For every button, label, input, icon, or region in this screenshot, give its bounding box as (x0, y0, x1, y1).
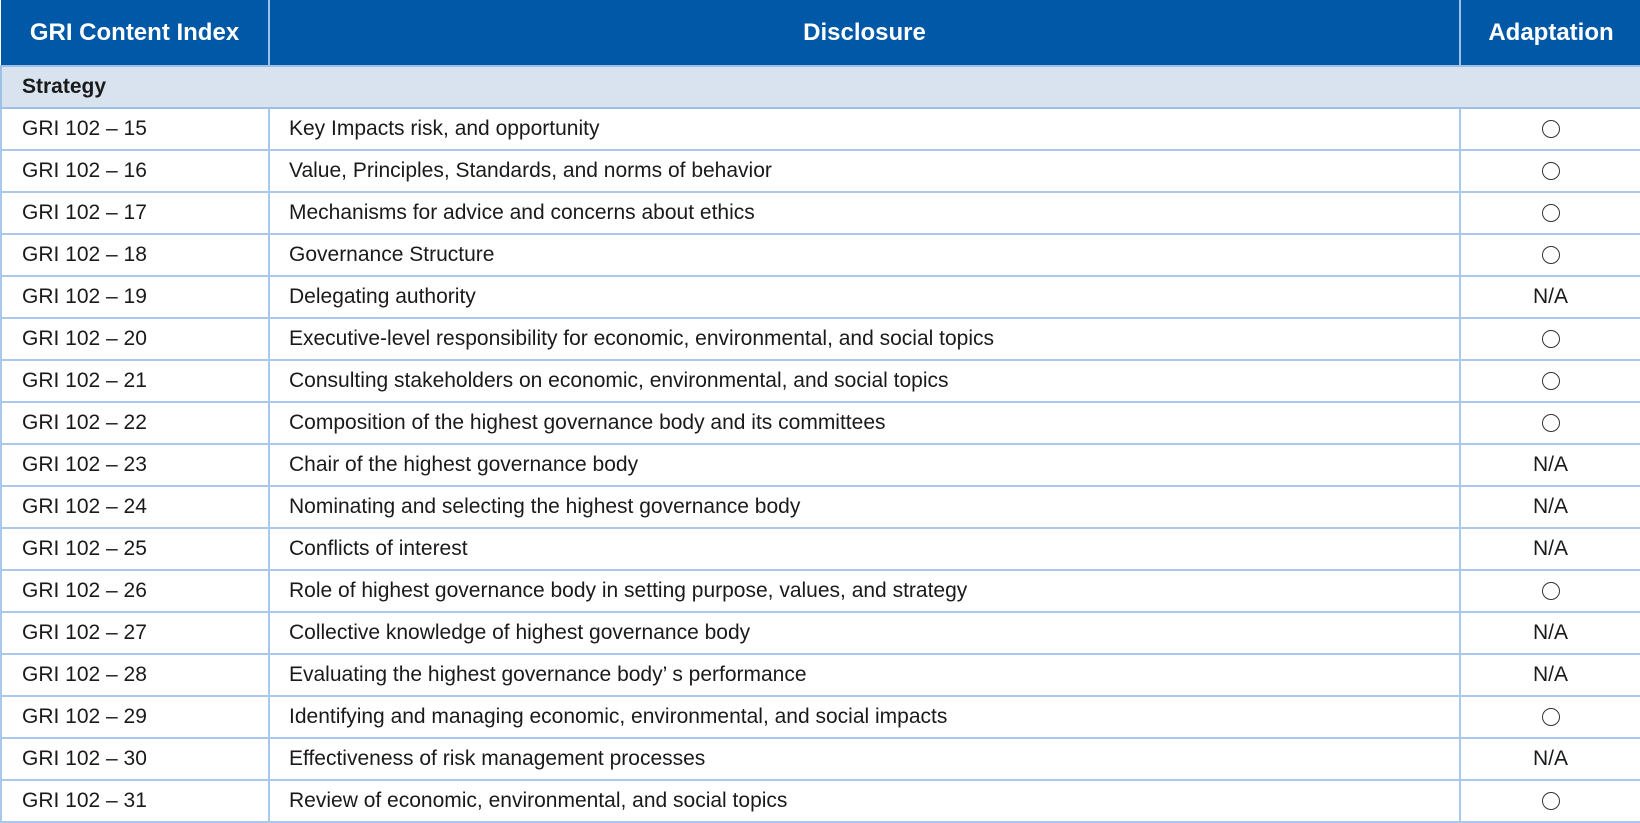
circle-icon (1542, 372, 1560, 390)
adaptation-cell (1460, 318, 1640, 360)
disclosure-cell: Identifying and managing economic, environmental, and social impacts (269, 696, 1460, 738)
disclosure-cell: Chair of the highest governance body (269, 444, 1460, 486)
disclosure-cell: Nominating and selecting the highest governance body (269, 486, 1460, 528)
gri-code-cell: GRI 102 – 15 (1, 108, 269, 150)
gri-code-cell: GRI 102 – 18 (1, 234, 269, 276)
disclosure-cell: Executive-level responsibility for economic, environmental, and social topics (269, 318, 1460, 360)
adaptation-cell (1460, 696, 1640, 738)
disclosure-cell: Review of economic, environmental, and social topics (269, 780, 1460, 822)
gri-code-cell: GRI 102 – 22 (1, 402, 269, 444)
table-row (1, 654, 1640, 696)
table-row (1, 612, 1640, 654)
gri-code-cell: GRI 102 – 31 (1, 780, 269, 822)
header-adaptation: Adaptation (1460, 0, 1640, 66)
adaptation-cell (1460, 234, 1640, 276)
disclosure-cell: Consulting stakeholders on economic, environmental, and social topics (269, 360, 1460, 402)
not-applicable-label: N/A (1532, 453, 1568, 476)
gri-code-cell: GRI 102 – 17 (1, 192, 269, 234)
gri-code-cell: GRI 102 – 28 (1, 654, 269, 696)
table-row (1, 234, 1640, 276)
adaptation-cell (1460, 150, 1640, 192)
gri-code-cell: GRI 102 – 19 (1, 276, 269, 318)
table-header (1, 0, 1640, 66)
not-applicable-label: N/A (1532, 537, 1568, 560)
adaptation-cell (1460, 570, 1640, 612)
adaptation-cell (1460, 486, 1640, 528)
section-label: Strategy (1, 66, 1640, 108)
gri-code-cell: GRI 102 – 16 (1, 150, 269, 192)
gri-code-cell: GRI 102 – 30 (1, 738, 269, 780)
table-row (1, 738, 1640, 780)
table-row (1, 570, 1640, 612)
disclosure-cell: Composition of the highest governance body and its committees (269, 402, 1460, 444)
disclosure-cell: Effectiveness of risk management processes (269, 738, 1460, 780)
circle-icon (1542, 792, 1560, 810)
table-body (1, 66, 1640, 822)
adaptation-cell (1460, 738, 1640, 780)
table-row (1, 528, 1640, 570)
header-gri-content-index: GRI Content Index (1, 0, 269, 66)
disclosure-cell: Value, Principles, Standards, and norms of behavior (269, 150, 1460, 192)
not-applicable-label: N/A (1532, 747, 1568, 770)
adaptation-cell (1460, 108, 1640, 150)
disclosure-cell: Delegating authority (269, 276, 1460, 318)
not-applicable-label: N/A (1532, 495, 1568, 518)
disclosure-cell: Mechanisms for advice and concerns about ethics (269, 192, 1460, 234)
gri-code-cell: GRI 102 – 24 (1, 486, 269, 528)
circle-icon (1542, 120, 1560, 138)
table-row (1, 402, 1640, 444)
table-row (1, 150, 1640, 192)
table-row (1, 486, 1640, 528)
header-disclosure: Disclosure (269, 0, 1460, 66)
not-applicable-label: N/A (1532, 621, 1568, 644)
adaptation-cell (1460, 402, 1640, 444)
adaptation-cell (1460, 444, 1640, 486)
circle-icon (1542, 162, 1560, 180)
disclosure-cell: Key Impacts risk, and opportunity (269, 108, 1460, 150)
table-row (1, 696, 1640, 738)
disclosure-cell: Evaluating the highest governance body’ s performance (269, 654, 1460, 696)
circle-icon (1542, 246, 1560, 264)
adaptation-cell (1460, 612, 1640, 654)
adaptation-cell (1460, 780, 1640, 822)
adaptation-cell (1460, 360, 1640, 402)
gri-code-cell: GRI 102 – 23 (1, 444, 269, 486)
circle-icon (1542, 414, 1560, 432)
table-row (1, 318, 1640, 360)
circle-icon (1542, 582, 1560, 600)
disclosure-cell: Conflicts of interest (269, 528, 1460, 570)
section-row-strategy (1, 66, 1640, 108)
table-row (1, 360, 1640, 402)
disclosure-cell: Collective knowledge of highest governance body (269, 612, 1460, 654)
disclosure-cell: Governance Structure (269, 234, 1460, 276)
table-row (1, 108, 1640, 150)
table-row (1, 780, 1640, 822)
circle-icon (1542, 330, 1560, 348)
gri-code-cell: GRI 102 – 20 (1, 318, 269, 360)
not-applicable-label: N/A (1532, 285, 1568, 308)
not-applicable-label: N/A (1532, 663, 1568, 686)
adaptation-cell (1460, 192, 1640, 234)
table-row (1, 444, 1640, 486)
circle-icon (1542, 204, 1560, 222)
table-row (1, 192, 1640, 234)
gri-code-cell: GRI 102 – 27 (1, 612, 269, 654)
table-row (1, 276, 1640, 318)
gri-code-cell: GRI 102 – 21 (1, 360, 269, 402)
adaptation-cell (1460, 654, 1640, 696)
gri-code-cell: GRI 102 – 26 (1, 570, 269, 612)
adaptation-cell (1460, 528, 1640, 570)
circle-icon (1542, 708, 1560, 726)
gri-code-cell: GRI 102 – 29 (1, 696, 269, 738)
disclosure-cell: Role of highest governance body in setting purpose, values, and strategy (269, 570, 1460, 612)
adaptation-cell (1460, 276, 1640, 318)
gri-code-cell: GRI 102 – 25 (1, 528, 269, 570)
